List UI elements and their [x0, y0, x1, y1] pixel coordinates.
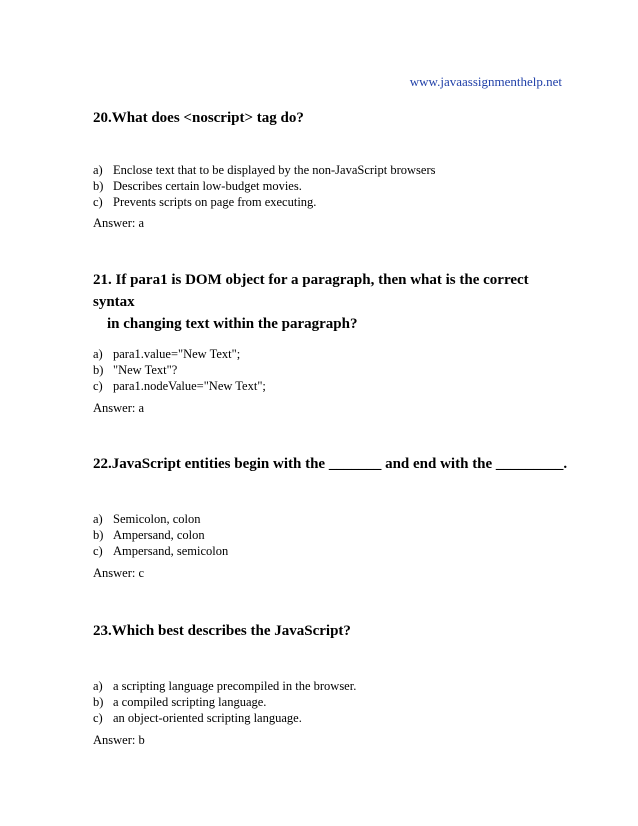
question-title-line: 22.JavaScript entities begin with the _______ and end with the _________. [93, 456, 568, 472]
option-item [93, 346, 573, 362]
option-item [93, 678, 573, 694]
option-item [93, 527, 573, 543]
option-item [93, 694, 573, 710]
question-20-options [93, 162, 573, 210]
option-item [93, 710, 573, 726]
option-letter: a) [93, 512, 103, 526]
question-20-title [93, 107, 573, 129]
option-letter: a) [93, 163, 103, 177]
option-text: Enclose text that to be displayed by the non-JavaScript browsers [113, 163, 436, 177]
question-title-line: in changing text within the paragraph? [107, 316, 358, 332]
option-item [93, 194, 573, 210]
option-item [93, 378, 573, 394]
option-text: a compiled scripting language. [113, 695, 267, 709]
option-text: Prevents scripts on page from executing. [113, 195, 317, 209]
option-item [93, 162, 573, 178]
question-23-title [93, 620, 573, 642]
option-text: para1.value="New Text"; [113, 347, 241, 361]
option-text: an object-oriented scripting language. [113, 711, 302, 725]
option-item [93, 543, 573, 559]
question-21-options [93, 346, 573, 394]
question-title-line: 20.What does <noscript> tag do? [93, 110, 304, 126]
option-letter: b) [93, 695, 104, 709]
question-22-answer: Answer: c [93, 566, 145, 580]
header-url[interactable]: www.javaassignmenthelp.net [409, 74, 562, 89]
option-letter: a) [93, 679, 103, 693]
option-item [93, 511, 573, 527]
question-23-options [93, 678, 573, 726]
option-item [93, 362, 573, 378]
question-22-options [93, 511, 573, 559]
option-text: para1.nodeValue="New Text"; [113, 379, 266, 393]
option-letter: c) [93, 711, 103, 725]
option-text: Ampersand, colon [113, 528, 205, 542]
option-letter: c) [93, 379, 103, 393]
option-letter: c) [93, 195, 103, 209]
question-23-answer: Answer: b [93, 733, 145, 747]
option-letter: b) [93, 363, 104, 377]
option-text: a scripting language precompiled in the browser. [113, 679, 357, 693]
question-22-title [93, 453, 573, 475]
question-20-answer: Answer: a [93, 216, 145, 230]
option-letter: b) [93, 528, 104, 542]
option-item [93, 178, 573, 194]
option-letter: a) [93, 347, 103, 361]
question-title-line: 23.Which best describes the JavaScript? [93, 623, 351, 639]
question-21-answer: Answer: a [93, 401, 145, 415]
option-text: Semicolon, colon [113, 512, 201, 526]
option-text: Describes certain low-budget movies. [113, 179, 302, 193]
option-text: "New Text"? [113, 363, 178, 377]
option-letter: b) [93, 179, 104, 193]
option-letter: c) [93, 544, 103, 558]
question-21-title [93, 269, 573, 335]
question-title-line: 21. If para1 is DOM object for a paragraph, then what is the correct syntax [93, 272, 529, 310]
option-text: Ampersand, semicolon [113, 544, 229, 558]
